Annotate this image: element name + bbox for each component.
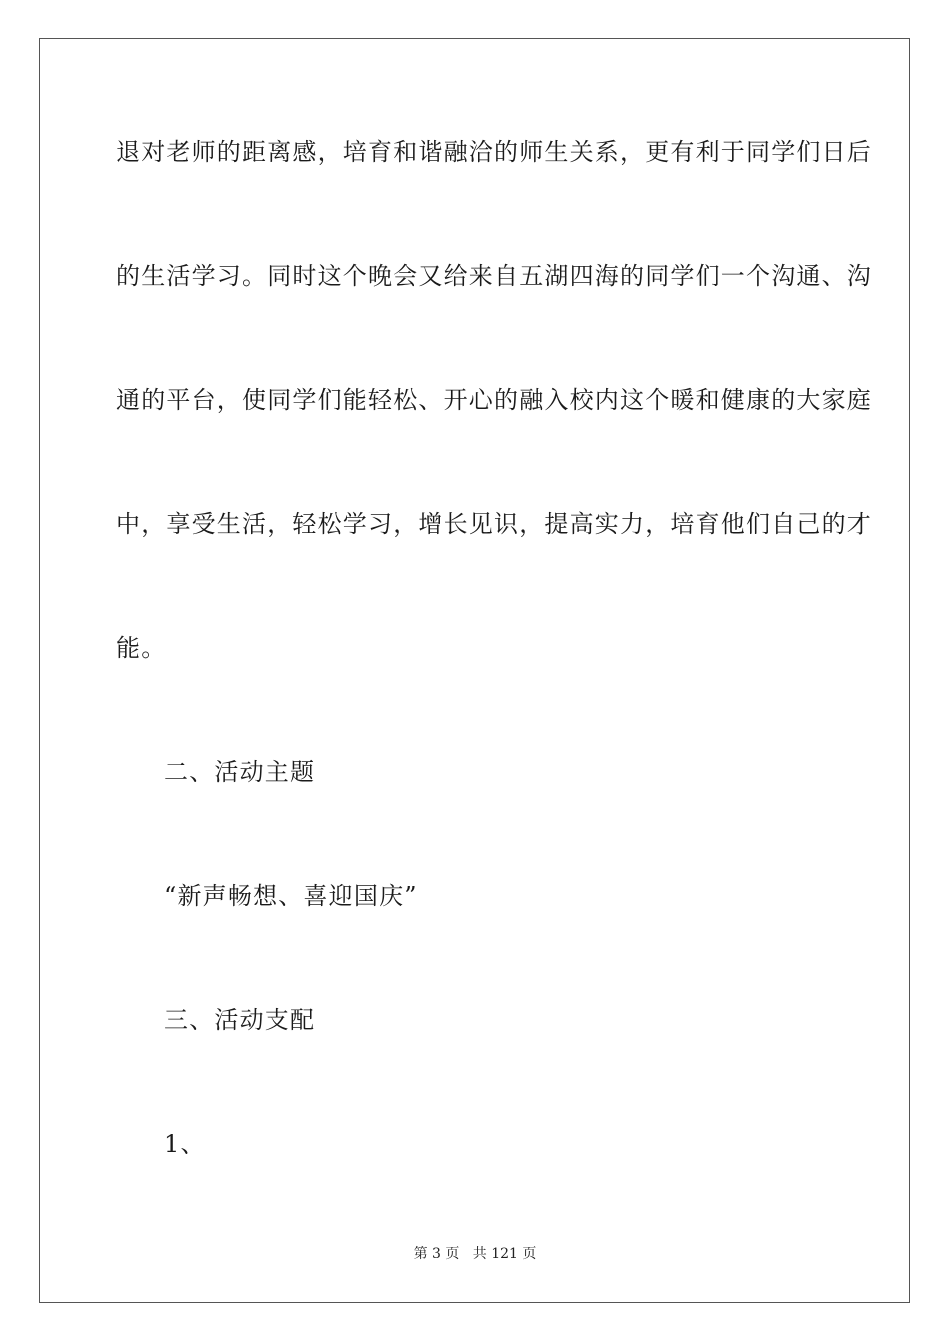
body-line-1: 退对老师的距离感，培育和谐融洽的师生关系，更有利于同学们日后 [116, 138, 872, 166]
list-item-1: 1、 [164, 1130, 206, 1158]
body-line-3: 通的平台，使同学们能轻松、开心的融入校内这个暖和健康的大家庭 [116, 386, 872, 414]
body-line-5: 能。 [116, 634, 167, 662]
page-footer: 第 3 页 共 121 页 [413, 1246, 537, 1262]
body-line-4: 中，享受生活，轻松学习，增长见识，提高实力，培育他们自己的才 [116, 510, 872, 538]
theme-slogan: “新声畅想、喜迎国庆” [164, 882, 418, 910]
page-border [39, 38, 910, 1303]
body-line-2: 的生活学习。同时这个晚会又给来自五湖四海的同学们一个沟通、沟 [116, 262, 872, 290]
section-heading-arrangement: 三、活动支配 [164, 1006, 316, 1034]
section-heading-theme: 二、活动主题 [164, 758, 316, 786]
